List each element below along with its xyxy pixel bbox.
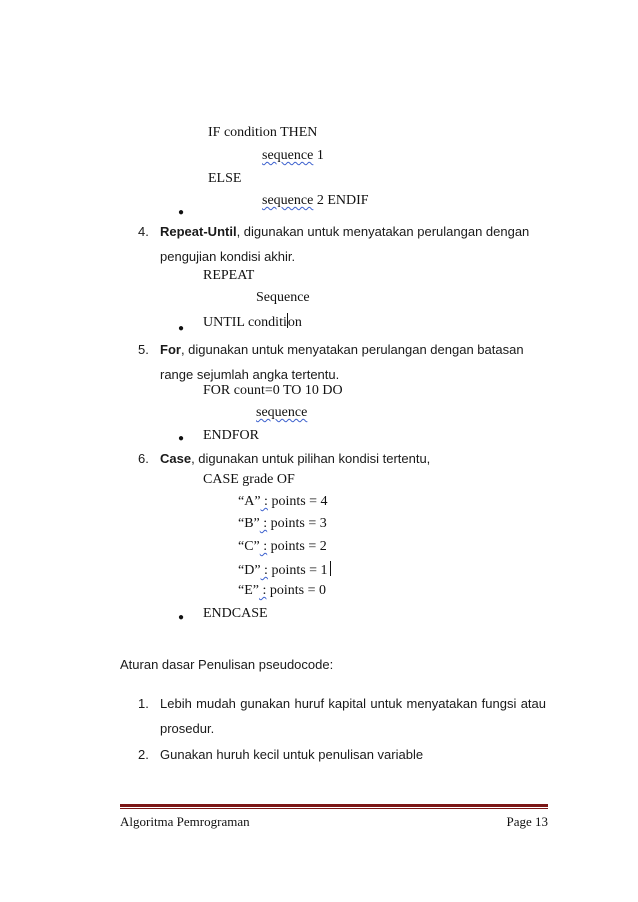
code-keyword: sequence <box>262 193 314 208</box>
bullet-icon <box>178 208 184 218</box>
list-term: Case <box>160 451 192 466</box>
list-desc-line-2: pengujian kondisi akhir. <box>160 249 296 264</box>
rule-item-2 <box>140 742 546 767</box>
list-number: 5. <box>138 342 149 357</box>
code-for-line: FOR count=0 TO 10 DO <box>203 383 343 398</box>
code-else-line: ELSE <box>208 171 242 186</box>
code-endfor-line: ENDFOR <box>203 428 260 443</box>
code-endcase-line: ENDCASE <box>203 606 268 621</box>
code-repeat-line: REPEAT <box>203 268 255 283</box>
list-term: Repeat-Until <box>160 224 237 239</box>
list-number: 1. <box>138 696 149 711</box>
bullet-icon <box>178 434 184 444</box>
bullet-icon <box>178 324 184 334</box>
text-cursor <box>330 561 331 576</box>
code-keyword: sequence <box>262 148 314 163</box>
page-number: Page 13 <box>506 814 548 829</box>
list-number: 2. <box>138 747 149 762</box>
list-number: 4. <box>138 224 149 239</box>
rule-text: Lebih mudah gunakan huruf kapital untuk menyatakan fungsi atau prosedur. <box>160 696 546 736</box>
list-desc: , digunakan untuk pilihan kondisi tertentu, <box>191 451 431 466</box>
rule-item-1 <box>140 691 546 741</box>
list-desc-line-2: range sejumlah angka tertentu. <box>160 367 340 382</box>
list-desc-line-1: , digunakan untuk menyatakan perulangan dengan <box>236 224 530 239</box>
list-number: 6. <box>138 451 149 466</box>
code-case-header: CASE grade OF <box>203 472 295 487</box>
code-case-row: “C” : points = 2 <box>238 539 327 554</box>
code-if-line: IF condition THEN <box>208 125 318 140</box>
code-text: 2 ENDIF <box>313 193 369 208</box>
code-if-sequence-1 <box>262 148 324 164</box>
rule-text: Gunakan huruh kecil untuk penulisan variable <box>160 747 424 762</box>
code-case-row: “D” : points = 1 <box>238 561 331 579</box>
code-case-row: “B” : points = 3 <box>238 516 327 531</box>
code-case-row: “A” : points = 4 <box>238 494 328 509</box>
footer-divider-thin <box>120 808 548 809</box>
code-if-sequence-2 <box>262 193 369 209</box>
footer-divider <box>120 804 548 807</box>
code-sequence-line: Sequence <box>256 290 310 305</box>
code-for-sequence: sequence <box>256 405 308 420</box>
list-item-5 <box>140 337 546 387</box>
section-heading: Aturan dasar Penulisan pseudocode: <box>120 657 334 672</box>
footer-title: Algoritma Pemrograman <box>120 814 250 829</box>
code-text: 1 <box>313 148 324 163</box>
list-item-4 <box>140 219 546 269</box>
list-desc-line-1: , digunakan untuk menyatakan perulangan dengan batasan <box>180 342 524 357</box>
list-item-6 <box>140 446 546 471</box>
code-case-row: “E” : points = 0 <box>238 583 326 598</box>
bullet-icon <box>178 613 184 623</box>
list-term: For <box>160 342 181 357</box>
code-until-line: UNTIL condition <box>203 315 302 330</box>
